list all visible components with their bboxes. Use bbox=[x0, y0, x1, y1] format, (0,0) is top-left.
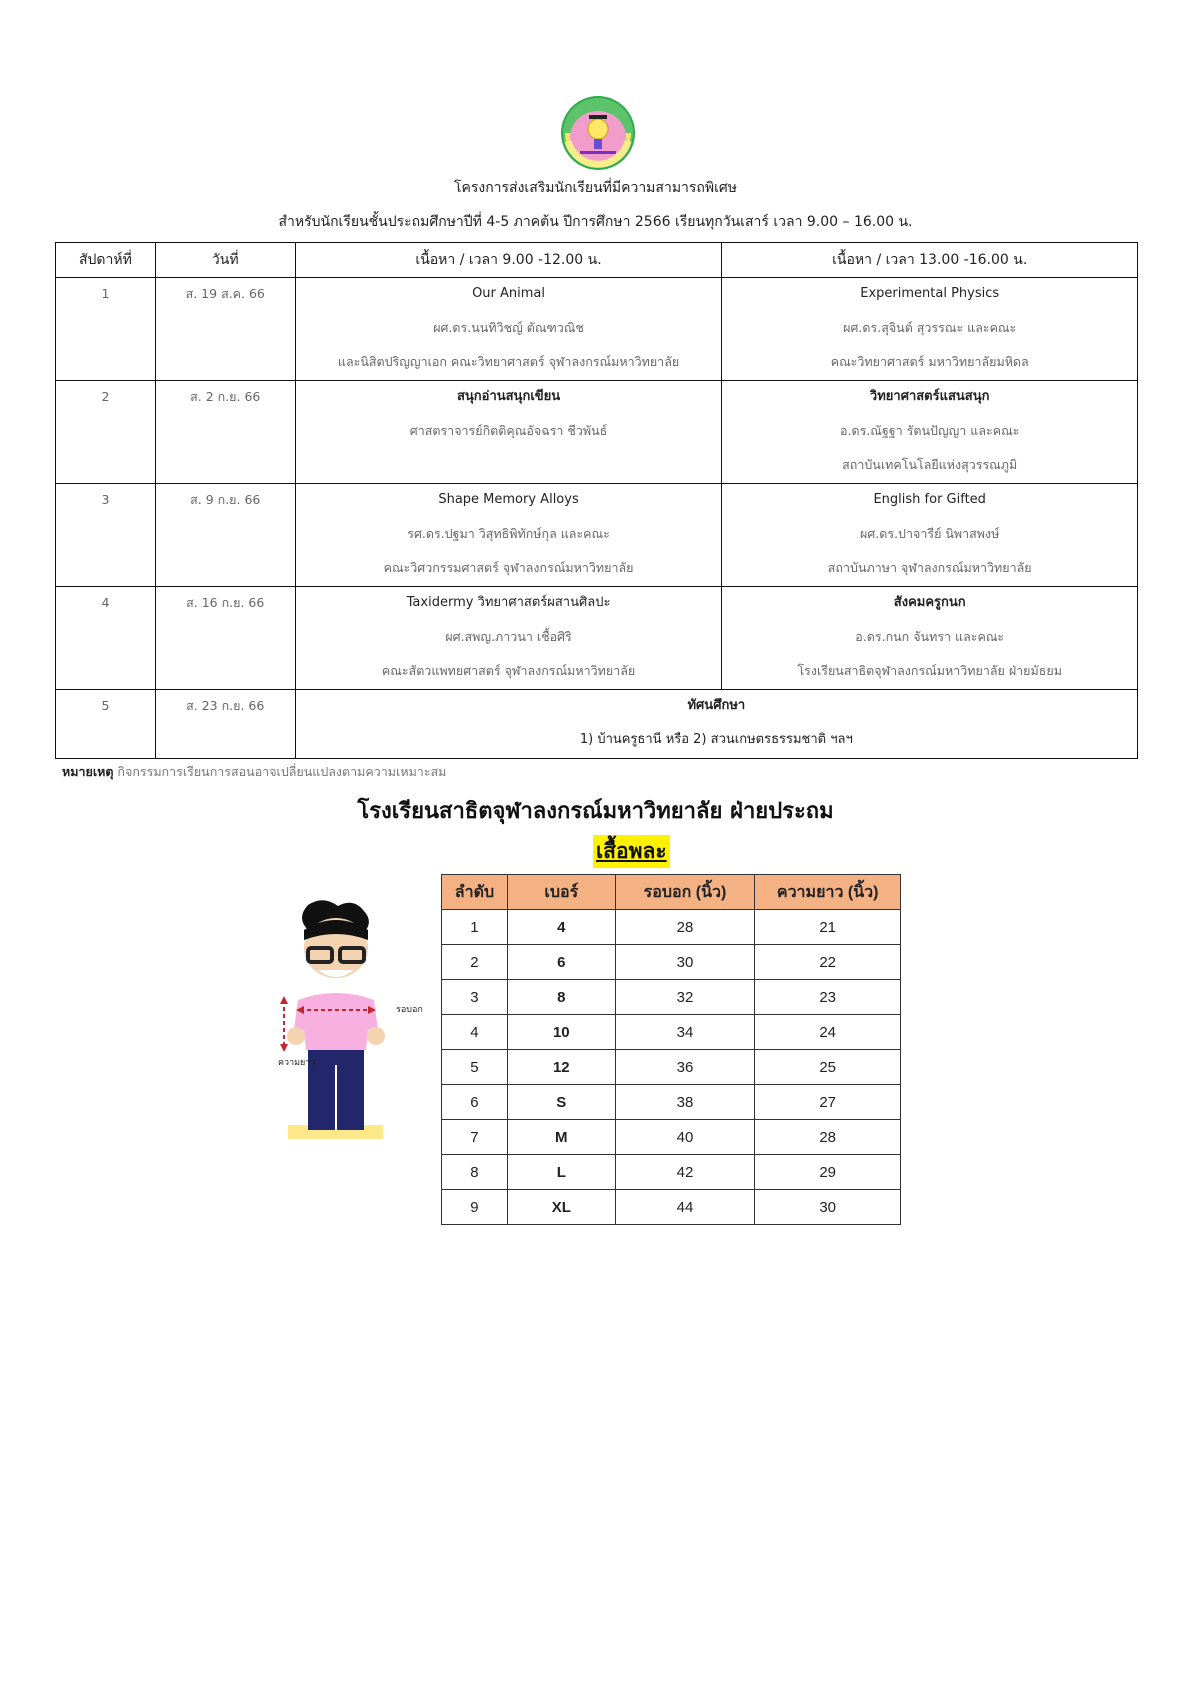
size-row bbox=[442, 1015, 901, 1050]
size-cell: XL bbox=[507, 1190, 615, 1225]
remark bbox=[62, 762, 446, 782]
size-cell: S bbox=[507, 1085, 615, 1120]
schedule-table bbox=[55, 242, 1138, 759]
session-date: ส. 19 ส.ค. 66 bbox=[185, 286, 265, 301]
morning-topic: Taxidermy วิทยาศาสตร์ผสานศิลปะ bbox=[406, 595, 611, 610]
student-figure-illustration bbox=[278, 900, 418, 1160]
size-row bbox=[442, 980, 901, 1015]
schedule-row bbox=[56, 278, 1138, 381]
afternoon-topic: English for Gifted bbox=[873, 492, 986, 507]
order-cell: 3 bbox=[442, 980, 508, 1015]
length-cell: 25 bbox=[755, 1050, 901, 1085]
week-number: 2 bbox=[101, 389, 110, 404]
size-cell: 4 bbox=[507, 910, 615, 945]
chest-cell: 44 bbox=[615, 1190, 755, 1225]
header-length: ความยาว (นิ้ว) bbox=[755, 875, 901, 910]
afternoon-affiliation: โรงเรียนสาธิตจุฬาลงกรณ์มหาวิทยาลัย ฝ่ายมัธยม bbox=[797, 663, 1062, 678]
length-cell: 24 bbox=[755, 1015, 901, 1050]
afternoon-affiliation: สถาบันภาษา จุฬาลงกรณ์มหาวิทยาลัย bbox=[827, 560, 1032, 575]
morning-affiliation bbox=[296, 449, 722, 483]
project-subtitle: สำหรับนักเรียนชั้นประถมศึกษาปีที่ 4-5 ภาคต้น ปีการศึกษา 2566 เรียนทุกวันเสาร์ เวลา 9.00 – 16.00 น. bbox=[278, 214, 913, 230]
size-cell: 8 bbox=[507, 980, 615, 1015]
week-number: 5 bbox=[101, 698, 110, 713]
length-cell: 27 bbox=[755, 1085, 901, 1120]
order-cell: 2 bbox=[442, 945, 508, 980]
length-cell: 22 bbox=[755, 945, 901, 980]
size-chart-table bbox=[441, 874, 901, 1225]
size-header-row bbox=[442, 875, 901, 910]
size-cell: 12 bbox=[507, 1050, 615, 1085]
length-label: ความยาว bbox=[278, 1058, 316, 1068]
header-date: วันที่ bbox=[155, 243, 295, 278]
size-cell: L bbox=[507, 1155, 615, 1190]
afternoon-instructor: ผศ.ดร.สุจินต์ สุวรรณะ และคณะ bbox=[843, 320, 1017, 335]
chest-cell: 42 bbox=[615, 1155, 755, 1190]
length-cell: 30 bbox=[755, 1190, 901, 1225]
item-title: เสื้อพละ bbox=[593, 835, 670, 868]
morning-instructor: ศาสตราจารย์กิตติคุณอัจฉรา ชีวพันธ์ bbox=[409, 423, 608, 438]
chest-cell: 28 bbox=[615, 910, 755, 945]
remark-label: หมายเหตุ bbox=[62, 764, 114, 779]
morning-topic: สนุกอ่านสนุกเขียน bbox=[456, 389, 561, 404]
session-date: ส. 16 ก.ย. 66 bbox=[186, 595, 265, 610]
header-morning: เนื้อหา / เวลา 9.00 -12.00 น. bbox=[295, 243, 722, 278]
morning-instructor: ผศ.ดร.นนทิวิชญ์ ตัณฑวณิช bbox=[433, 320, 584, 335]
chest-cell: 34 bbox=[615, 1015, 755, 1050]
size-cell: M bbox=[507, 1120, 615, 1155]
session-date: ส. 23 ก.ย. 66 bbox=[186, 698, 265, 713]
afternoon-instructor: อ.ดร.ณัฐฐา รัตนปัญญา และคณะ bbox=[840, 423, 1020, 438]
size-row bbox=[442, 1190, 901, 1225]
length-cell: 28 bbox=[755, 1120, 901, 1155]
afternoon-affiliation: คณะวิทยาศาสตร์ มหาวิทยาลัยมหิดล bbox=[830, 354, 1029, 369]
remark-text: กิจกรรมการเรียนการสอนอาจเปลี่ยนแปลงตามความเหมาะสม bbox=[113, 764, 447, 779]
morning-topic: Shape Memory Alloys bbox=[438, 492, 579, 507]
project-title: โครงการส่งเสริมนักเรียนที่มีความสามารถพิเศษ bbox=[453, 180, 738, 196]
size-row bbox=[442, 1085, 901, 1120]
morning-affiliation: และนิสิตปริญญาเอก คณะวิทยาศาสตร์ จุฬาลงกรณ์มหาวิทยาลัย bbox=[337, 354, 680, 369]
morning-affiliation: คณะวิศวกรรมศาสตร์ จุฬาลงกรณ์มหาวิทยาลัย bbox=[383, 560, 634, 575]
order-cell: 6 bbox=[442, 1085, 508, 1120]
chest-cell: 30 bbox=[615, 945, 755, 980]
schedule-row bbox=[56, 381, 1138, 484]
morning-affiliation: คณะสัตวแพทยศาสตร์ จุฬาลงกรณ์มหาวิทยาลัย bbox=[381, 663, 636, 678]
size-cell: 10 bbox=[507, 1015, 615, 1050]
afternoon-affiliation: สถาบันเทคโนโลยีแห่งสุวรรณภูมิ bbox=[842, 457, 1018, 472]
length-cell: 21 bbox=[755, 910, 901, 945]
header-order: ลำดับ bbox=[442, 875, 508, 910]
header-chest: รอบอก (นิ้ว) bbox=[615, 875, 755, 910]
week-number: 4 bbox=[101, 595, 110, 610]
order-cell: 8 bbox=[442, 1155, 508, 1190]
afternoon-instructor: อ.ดร.กนก จันทรา และคณะ bbox=[855, 629, 1005, 644]
size-row bbox=[442, 1120, 901, 1155]
length-cell: 29 bbox=[755, 1155, 901, 1190]
schedule-header-row bbox=[56, 243, 1138, 278]
school-name: โรงเรียนสาธิตจุฬาลงกรณ์มหาวิทยาลัย ฝ่ายประถม bbox=[357, 798, 834, 824]
session-date: ส. 2 ก.ย. 66 bbox=[190, 389, 261, 404]
header-afternoon: เนื้อหา / เวลา 13.00 -16.00 น. bbox=[722, 243, 1138, 278]
order-cell: 4 bbox=[442, 1015, 508, 1050]
header-size: เบอร์ bbox=[507, 875, 615, 910]
order-cell: 1 bbox=[442, 910, 508, 945]
afternoon-topic: วิทยาศาสตร์แสนสนุก bbox=[869, 389, 990, 404]
size-row bbox=[442, 1050, 901, 1085]
morning-instructor: รศ.ดร.ปฐมา วิสุทธิพิทักษ์กุล และคณะ bbox=[407, 526, 610, 541]
size-row bbox=[442, 945, 901, 980]
size-cell: 6 bbox=[507, 945, 615, 980]
field-trip-title: ทัศนศึกษา bbox=[687, 698, 746, 713]
chest-cell: 32 bbox=[615, 980, 755, 1015]
week-number: 3 bbox=[101, 492, 110, 507]
afternoon-topic: Experimental Physics bbox=[860, 286, 1000, 301]
school-emblem-logo bbox=[560, 95, 636, 171]
schedule-row bbox=[56, 587, 1138, 690]
week-number: 1 bbox=[101, 286, 110, 301]
order-cell: 7 bbox=[442, 1120, 508, 1155]
chest-cell: 38 bbox=[615, 1085, 755, 1120]
order-cell: 5 bbox=[442, 1050, 508, 1085]
size-row bbox=[442, 910, 901, 945]
schedule-row bbox=[56, 690, 1138, 759]
header-week: สัปดาห์ที่ bbox=[56, 243, 156, 278]
field-trip-detail: 1) บ้านครูธานี หรือ 2) สวนเกษตรธรรมชาติ ฯลฯ bbox=[579, 732, 853, 747]
length-cell: 23 bbox=[755, 980, 901, 1015]
afternoon-topic: สังคมครูกนก bbox=[893, 595, 966, 610]
order-cell: 9 bbox=[442, 1190, 508, 1225]
chest-cell: 40 bbox=[615, 1120, 755, 1155]
chest-label: รอบอก bbox=[396, 1005, 423, 1015]
morning-topic: Our Animal bbox=[472, 286, 546, 301]
morning-instructor: ผศ.สพญ.ภาวนา เชื้อศิริ bbox=[445, 629, 572, 644]
afternoon-instructor: ผศ.ดร.ปาจารีย์ นิพาสพงษ์ bbox=[860, 526, 1000, 541]
size-row bbox=[442, 1155, 901, 1190]
chest-cell: 36 bbox=[615, 1050, 755, 1085]
schedule-row bbox=[56, 484, 1138, 587]
session-date: ส. 9 ก.ย. 66 bbox=[190, 492, 261, 507]
